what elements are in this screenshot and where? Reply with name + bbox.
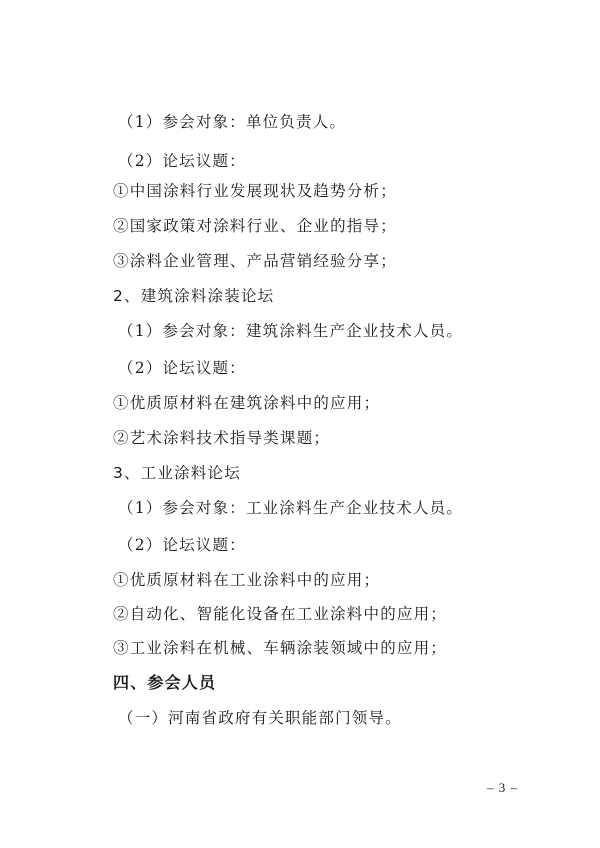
section3-participants: （1）参会对象：工业涂料生产企业技术人员。 — [118, 499, 464, 517]
section1-participants: （1）参会对象：单位负责人。 — [118, 113, 347, 131]
page-number: – 3 – — [487, 780, 518, 795]
section2-topic-2: ②艺术涂料技术指导类课题； — [113, 429, 331, 447]
section3-topic-2: ②自动化、智能化设备在工业涂料中的应用； — [113, 605, 448, 623]
section1-topics-label: （2）论坛议题： — [118, 152, 246, 170]
section2-participants: （1）参会对象：建筑涂料生产企业技术人员。 — [118, 322, 464, 340]
section3-title: 3、工业涂料论坛 — [113, 464, 241, 482]
section3-topic-1: ①优质原材料在工业涂料中的应用； — [113, 571, 381, 589]
section1-topic-1: ①中国涂料行业发展现状及趋势分析； — [113, 182, 397, 200]
section1-topic-2: ②国家政策对涂料行业、企业的指导； — [113, 217, 397, 235]
section2-topics-label: （2）论坛议题： — [118, 359, 246, 377]
section3-topic-3: ③工业涂料在机械、车辆涂装领域中的应用； — [113, 639, 448, 657]
section2-topic-1: ①优质原材料在建筑涂料中的应用； — [113, 394, 381, 412]
section4-item-1: （一）河南省政府有关职能部门领导。 — [118, 709, 402, 727]
section3-topics-label: （2）论坛议题： — [118, 536, 246, 554]
section4-title: 四、参会人员 — [113, 673, 217, 692]
section2-title: 2、建筑涂料涂装论坛 — [113, 287, 275, 305]
section1-topic-3: ③涂料企业管理、产品营销经验分享； — [113, 252, 397, 270]
